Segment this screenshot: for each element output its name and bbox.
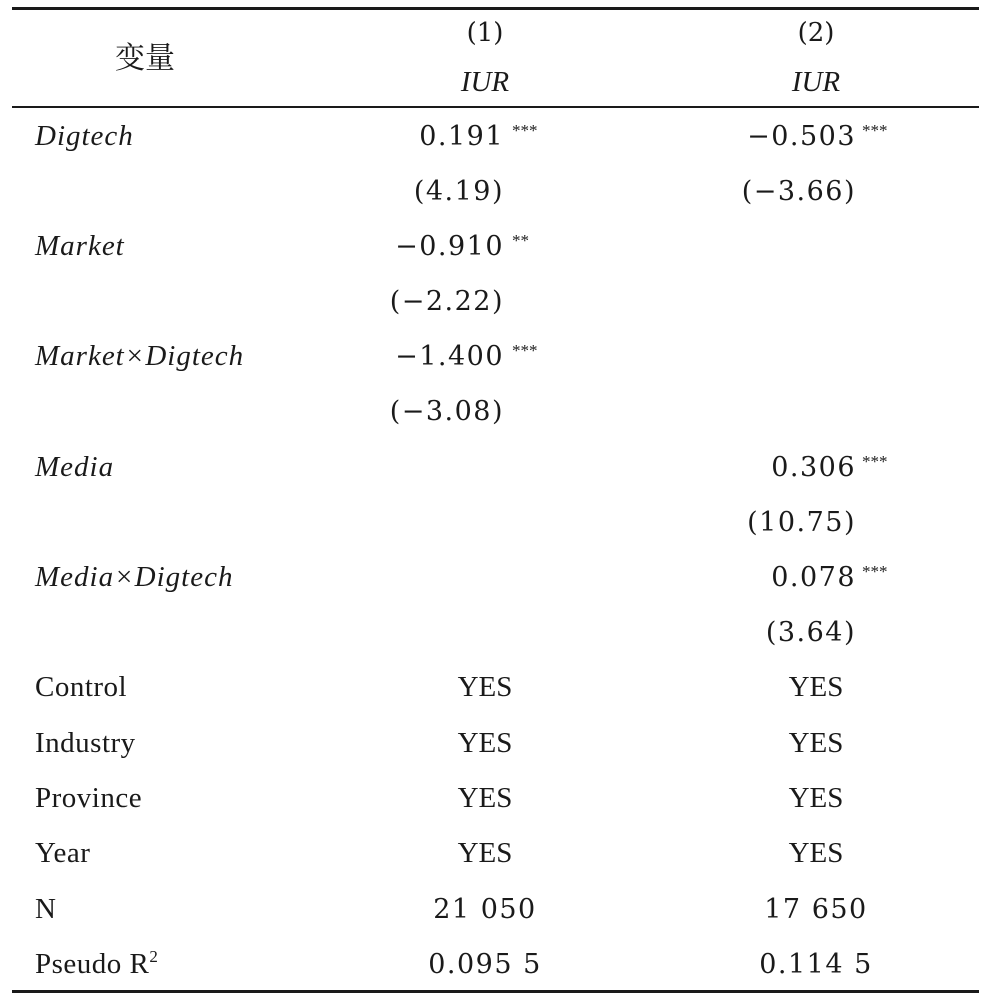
pseudo-r2-superscript: 2 xyxy=(149,947,159,966)
control-col2: YES xyxy=(788,671,844,703)
bottom-rule xyxy=(12,990,979,993)
pseudo-r2-col1: 0.095 5 xyxy=(428,949,542,980)
media-col2-stars: *** xyxy=(862,452,888,471)
digtech-col1-stars: *** xyxy=(512,121,538,140)
row-label-control: Control xyxy=(35,671,128,703)
digtech-col1-coef: 0.191 xyxy=(419,121,504,152)
col2-dependent: IUR xyxy=(791,66,841,98)
row-label-digtech: Digtech xyxy=(35,120,134,152)
market-x-digtech-col1-coef: −1.400 xyxy=(395,341,504,372)
industry-col1: YES xyxy=(457,727,513,759)
year-col2: YES xyxy=(788,837,844,869)
digtech-col1-tstat: (4.19) xyxy=(413,176,504,207)
market-col1-coef: −0.910 xyxy=(395,231,504,262)
row-label-market: Market xyxy=(35,230,125,262)
pseudo-r2-label-text: Pseudo R xyxy=(35,948,150,980)
year-col1: YES xyxy=(457,837,513,869)
n-col1: 21 050 xyxy=(433,894,537,925)
digtech-col2-coef: −0.503 xyxy=(747,121,856,152)
media-x-digtech-col2-tstat: (3.64) xyxy=(765,617,856,648)
media-x-digtech-col2-stars: *** xyxy=(862,562,888,581)
market-x-digtech-col1-stars: *** xyxy=(512,341,538,360)
col1-number: (1) xyxy=(466,18,504,48)
market-col1-stars: ** xyxy=(512,231,529,250)
top-rule xyxy=(12,7,979,10)
header-rule xyxy=(12,106,979,108)
row-label-n: N xyxy=(35,893,57,925)
row-label-media: Media xyxy=(35,451,115,483)
row-label-pseudo-r2 xyxy=(35,947,159,980)
variable-header: 变量 xyxy=(115,42,175,75)
media-col2-coef: 0.306 xyxy=(771,452,856,483)
market-col1-tstat: (−2.22) xyxy=(389,286,504,317)
row-label-media-x-digtech: Media×Digtech xyxy=(35,561,234,593)
row-label-market-x-digtech: Market×Digtech xyxy=(35,340,245,372)
digtech-col2-stars: *** xyxy=(862,121,888,140)
control-col1: YES xyxy=(457,671,513,703)
n-col2: 17 650 xyxy=(764,894,868,925)
media-col2-tstat: (10.75) xyxy=(747,507,856,538)
col1-dependent: IUR xyxy=(460,66,510,98)
digtech-col2-tstat: (−3.66) xyxy=(741,176,856,207)
pseudo-r2-col2: 0.114 5 xyxy=(759,949,873,980)
row-label-province: Province xyxy=(35,782,143,814)
row-label-year: Year xyxy=(35,837,91,869)
industry-col2: YES xyxy=(788,727,844,759)
province-col2: YES xyxy=(788,782,844,814)
media-x-digtech-col2-coef: 0.078 xyxy=(771,562,856,593)
row-label-industry: Industry xyxy=(35,727,136,759)
market-x-digtech-col1-tstat: (−3.08) xyxy=(389,396,504,427)
province-col1: YES xyxy=(457,782,513,814)
col2-number: (2) xyxy=(797,18,835,48)
